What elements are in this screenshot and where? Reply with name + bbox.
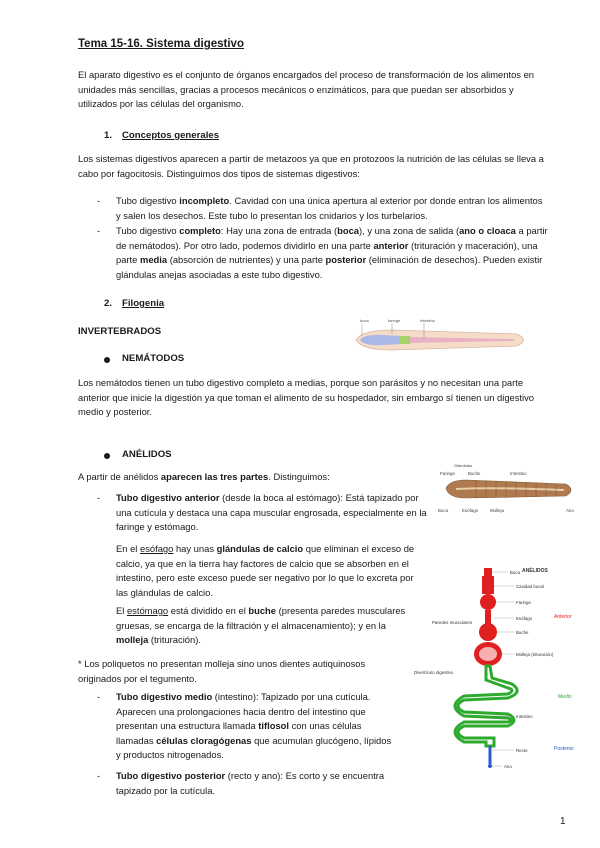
list-dash: - bbox=[97, 770, 101, 781]
invertebrados-heading: INVERTEBRADOS bbox=[78, 326, 162, 337]
tract-buccal bbox=[482, 576, 494, 594]
tract-label: Intestino bbox=[516, 714, 533, 719]
tract-left-label: Paredes musculares bbox=[432, 620, 473, 625]
list-dash: - bbox=[97, 195, 101, 206]
worm-label: Faringe bbox=[440, 471, 455, 476]
estomago-paragraph: El estómago está dividido en el buche (presenta paredes musculares gruesas, se encarga de la filtración y el almacenamiento); y en la molleja (trituración). bbox=[116, 605, 406, 645]
nematodos-heading: NEMÁTODOS bbox=[122, 353, 185, 364]
tract-title: ANÉLIDOS bbox=[522, 568, 548, 574]
bullet-icon bbox=[104, 453, 110, 459]
intro-paragraph: El aparato digestivo es el conjunto de órganos encargados del proceso de transformación de los alimentos en unidades más sencillas, gracias a procesos mecánicos o enzimáticos, para que puedan ser absorbidos y utilizados por las células del organismo. bbox=[78, 69, 535, 109]
nematode-pharynx bbox=[360, 335, 405, 345]
list-dash: - bbox=[97, 691, 101, 702]
list-dash: - bbox=[97, 492, 101, 503]
list-item-anterior: Tubo digestivo anterior (desde la boca al estómago): Está tapizado por una cutícula y destaca una capa muscular engrosada, especialmente en la faringe y estómago. bbox=[116, 492, 427, 532]
section-1-number: 1. bbox=[104, 130, 113, 141]
list-item-medio: Tubo digestivo medio (intestino): Tapizado por una cutícula. Aparecen una prolongaciones hacia dentro del intestino que presentan una estructura llamada tiflosol con unas células llamadas células cloragógenas que acumulan glucógeno, lípidos y productos nitrogenados. bbox=[116, 691, 392, 760]
tract-left-label: Divertículo digestivo bbox=[414, 670, 454, 675]
nematodos-paragraph: Los nemátodos tienen un tubo digestivo completo a medias, porque son parásitos y no necesitan una parte anterior que inicie la digestión ya que toman el alimento de su hospedador, sin embargo sí tienen un digestivo medio y posterior. bbox=[78, 377, 535, 417]
list-dash: - bbox=[97, 225, 101, 236]
section-2-title: Filogenia bbox=[122, 298, 165, 309]
anelidos-intro: A partir de anélidos aparecen las tres partes. Distinguimos: bbox=[78, 471, 330, 482]
anelidos-heading: ANÉLIDOS bbox=[122, 449, 172, 460]
tract-pharynx bbox=[480, 594, 496, 610]
worm-label: Ano bbox=[566, 508, 574, 513]
worm-label: Boca bbox=[438, 508, 449, 513]
nematode-figure bbox=[352, 318, 532, 362]
section-2-number: 2. bbox=[104, 298, 113, 309]
tract-zone-anterior: Anterior bbox=[554, 614, 572, 620]
page-number: 1 bbox=[560, 816, 566, 827]
tract-label: Ano bbox=[504, 764, 512, 769]
tract-gizzard-inner bbox=[479, 647, 497, 661]
worm-label: Esófago bbox=[462, 508, 479, 513]
tract-label: Esófago bbox=[516, 616, 533, 621]
nematode-label: intestino bbox=[420, 318, 435, 323]
nematode-label: boca bbox=[360, 318, 369, 323]
worm-label: Molleja bbox=[490, 508, 504, 513]
list-item-incompleto: Tubo digestivo incompleto. Cavidad con una única apertura al exterior por donde entran los alimentos y salen los desechos. Este tubo lo presentan los cnidarios y los turbelarios. bbox=[116, 195, 543, 221]
tract-label: Faringe bbox=[516, 600, 531, 605]
esofago-paragraph: En el esófago hay unas glándulas de calcio que eliminan el exceso de calcio, ya que en la tierra hay factores de calcio que se absorben en el intestino, pero este exceso puede ser negativo por lo que lo excreta por las glándulas de calcio. bbox=[116, 543, 415, 598]
tract-intestine bbox=[455, 666, 517, 746]
tract-label: Buche bbox=[516, 630, 529, 635]
tract-anus bbox=[488, 764, 492, 768]
tract-zone-medio: Medio bbox=[558, 694, 572, 700]
poliquetos-note: * Los poliquetos no presentan molleja sino unos dientes autiquinosos originados por el tegumento. bbox=[78, 658, 366, 684]
tract-esophagus bbox=[485, 610, 491, 624]
worm-label: Intestino bbox=[510, 471, 527, 476]
tract-label: Recto bbox=[516, 748, 528, 753]
nematode-label: faringe bbox=[388, 318, 401, 323]
tract-zone-posterior: Posterior bbox=[554, 746, 575, 752]
tract-label: Boca bbox=[510, 570, 521, 575]
tract-label: Cavidad bucal bbox=[516, 584, 544, 589]
bullet-icon bbox=[104, 357, 110, 363]
page-title: Tema 15-16. Sistema digestivo bbox=[78, 38, 244, 50]
tract-label: Molleja (trituración) bbox=[516, 652, 554, 657]
section-1-paragraph: Los sistemas digestivos aparecen a partir de metazoos ya que en protozoos la nutrición de las células se lleva a cabo por fagocitosis. Distinguimos dos tipos de sistemas digestivos: bbox=[78, 153, 544, 179]
list-item-posterior: Tubo digestivo posterior (recto y ano): Es corto y se encuentra tapizado por la cutícula. bbox=[116, 770, 385, 796]
worm-top-small-label: Glándulas bbox=[454, 463, 473, 468]
worm-label: Buche bbox=[468, 471, 481, 476]
list-item-completo: Tubo digestivo completo: Hay una zona de entrada (boca), y una zona de salida (ano o cloaca a partir de nemátodos). Por otro lado, podemos dividirlo en una parte anterior (trituración y maceración), una parte media (absorción de nutrientes) y una parte posterior (eliminación de desechos). Pueden existir glándulas anejas asociadas a este tubo digestivo. bbox=[116, 225, 548, 280]
tract-mouth bbox=[484, 568, 492, 576]
digestive-tract-diagram bbox=[412, 566, 588, 774]
tract-crop bbox=[479, 623, 497, 641]
section-1-title: Conceptos generales bbox=[122, 130, 220, 141]
earthworm-figure bbox=[426, 462, 586, 518]
